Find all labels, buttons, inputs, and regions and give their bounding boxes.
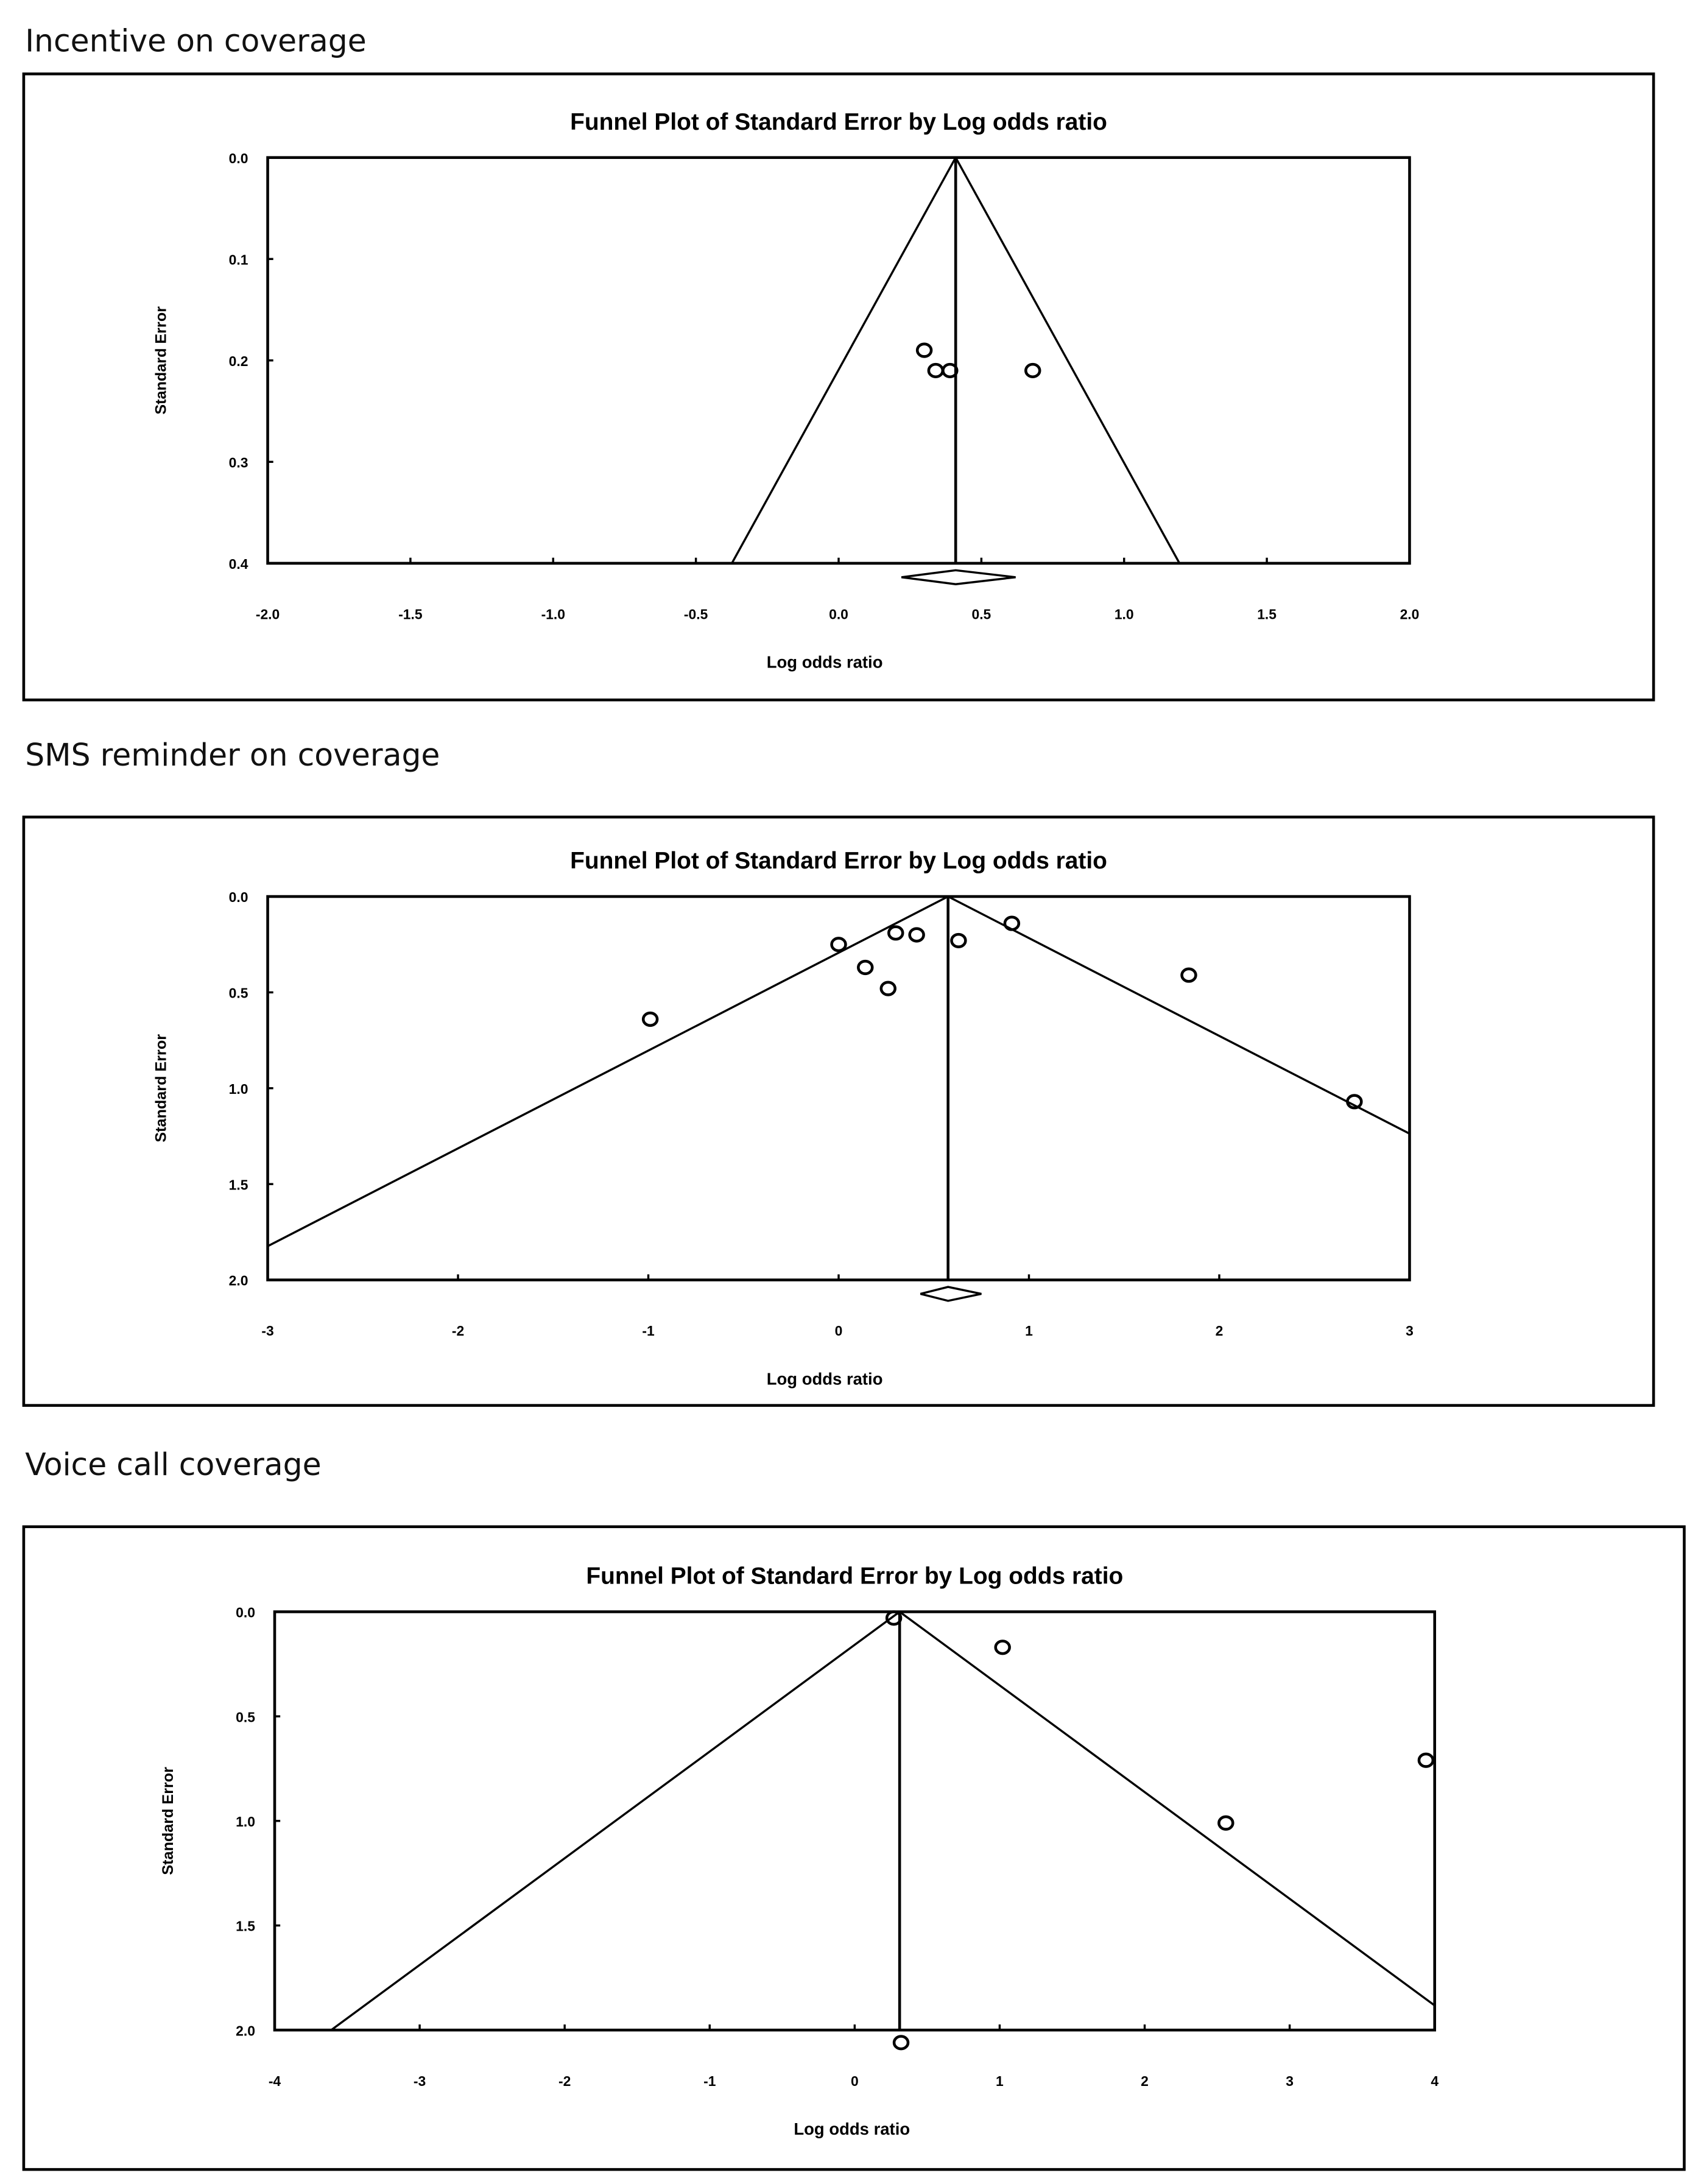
x-tick-label: 2	[1141, 2073, 1149, 2089]
chart-title: Funnel Plot of Standard Error by Log odds ratio	[586, 1563, 1124, 1590]
x-tick-label: 0.5	[971, 606, 991, 622]
pooled-diamond	[901, 570, 1015, 584]
y-tick-label: 2.0	[236, 2023, 255, 2039]
x-tick-label: -1	[703, 2073, 716, 2089]
y-tick-label: 0.1	[228, 252, 248, 268]
funnel-right-line	[956, 158, 1224, 644]
study-point	[1026, 364, 1040, 377]
x-axis-label: Log odds ratio	[766, 1369, 883, 1389]
study-point	[1182, 969, 1196, 982]
y-tick-label: 0.2	[228, 353, 248, 369]
y-tick-label: 0.0	[236, 1604, 255, 1621]
study-point	[917, 344, 931, 357]
x-tick-label: -3	[413, 2073, 426, 2089]
funnel-left-line	[53, 896, 948, 1356]
y-axis-label: Standard Error	[152, 306, 170, 415]
y-axis-label: Standard Error	[152, 1034, 170, 1143]
y-tick-label: 2.0	[228, 1272, 248, 1289]
study-point	[910, 929, 924, 942]
x-axis-label: Log odds ratio	[766, 652, 883, 672]
study-point	[1419, 1754, 1433, 1767]
y-tick-label: 0.0	[228, 150, 248, 166]
chart-title: Funnel Plot of Standard Error by Log odds ratio	[570, 108, 1107, 135]
study-point	[894, 2037, 908, 2049]
x-tick-label: -2.0	[255, 606, 280, 622]
y-tick-label: 0.5	[228, 985, 248, 1001]
study-point	[1005, 917, 1019, 930]
study-point	[643, 1013, 657, 1026]
study-point	[1219, 1817, 1233, 1830]
x-tick-label: -3	[261, 1323, 274, 1339]
study-point	[996, 1641, 1010, 1654]
x-tick-label: 3	[1406, 1323, 1414, 1339]
section-heading-sms: SMS reminder on coverage	[25, 739, 440, 774]
x-tick-label: -1	[642, 1323, 655, 1339]
x-tick-label: 2.0	[1400, 606, 1420, 622]
funnel-left-line	[687, 158, 956, 644]
x-tick-label: 0	[834, 1323, 843, 1339]
x-tick-label: -2	[451, 1323, 465, 1339]
x-axis-label: Log odds ratio	[794, 2119, 910, 2138]
y-tick-label: 1.5	[236, 1918, 255, 1934]
x-tick-label: 1	[1025, 1323, 1033, 1339]
plot-frame	[275, 1612, 1435, 2030]
funnel-lines	[53, 896, 1701, 1356]
y-tick-label: 0.5	[236, 1709, 255, 1725]
y-tick-label: 1.5	[228, 1177, 248, 1193]
x-tick-label: 2	[1215, 1323, 1224, 1339]
y-axis-label: Standard Error	[159, 1766, 177, 1875]
funnel-right-line	[900, 1612, 1582, 2113]
x-tick-label: 0.0	[829, 606, 848, 622]
x-tick-label: 1.0	[1114, 606, 1134, 622]
study-point	[929, 364, 943, 377]
x-tick-label: -2	[558, 2073, 571, 2089]
x-tick-label: -1.0	[541, 606, 565, 622]
study-point	[832, 938, 846, 951]
section-heading-voice: Voice call coverage	[25, 1448, 322, 1484]
funnel-chart-3	[24, 1527, 1685, 2169]
study-point	[951, 934, 965, 947]
funnel-right-line	[948, 896, 1701, 1356]
x-tick-label: 0	[850, 2073, 859, 2089]
study-point	[881, 982, 895, 995]
y-tick-label: 0.0	[228, 889, 248, 906]
x-tick-label: -0.5	[683, 606, 708, 622]
funnel-left-line	[217, 1612, 900, 2113]
pooled-diamond	[920, 1287, 981, 1301]
x-tick-label: 1	[996, 2073, 1004, 2089]
study-point	[889, 927, 903, 940]
funnel-chart-2	[24, 817, 1701, 1406]
x-tick-label: 1.5	[1257, 606, 1277, 622]
chart-title: Funnel Plot of Standard Error by Log odds ratio	[570, 848, 1107, 875]
x-tick-label: -4	[268, 2073, 281, 2089]
section-heading-incentive: Incentive on coverage	[25, 25, 367, 60]
plot-frame	[268, 158, 1410, 563]
x-tick-label: 3	[1286, 2073, 1294, 2089]
x-tick-label: -1.5	[398, 606, 423, 622]
funnel-chart-1	[24, 74, 1653, 700]
y-tick-label: 0.4	[228, 556, 248, 572]
study-point	[858, 961, 872, 974]
x-tick-label: 4	[1431, 2073, 1439, 2089]
y-tick-label: 0.3	[228, 454, 248, 471]
plot-frame	[268, 896, 1410, 1280]
y-tick-label: 1.0	[228, 1080, 248, 1097]
y-tick-label: 1.0	[236, 1813, 255, 1830]
